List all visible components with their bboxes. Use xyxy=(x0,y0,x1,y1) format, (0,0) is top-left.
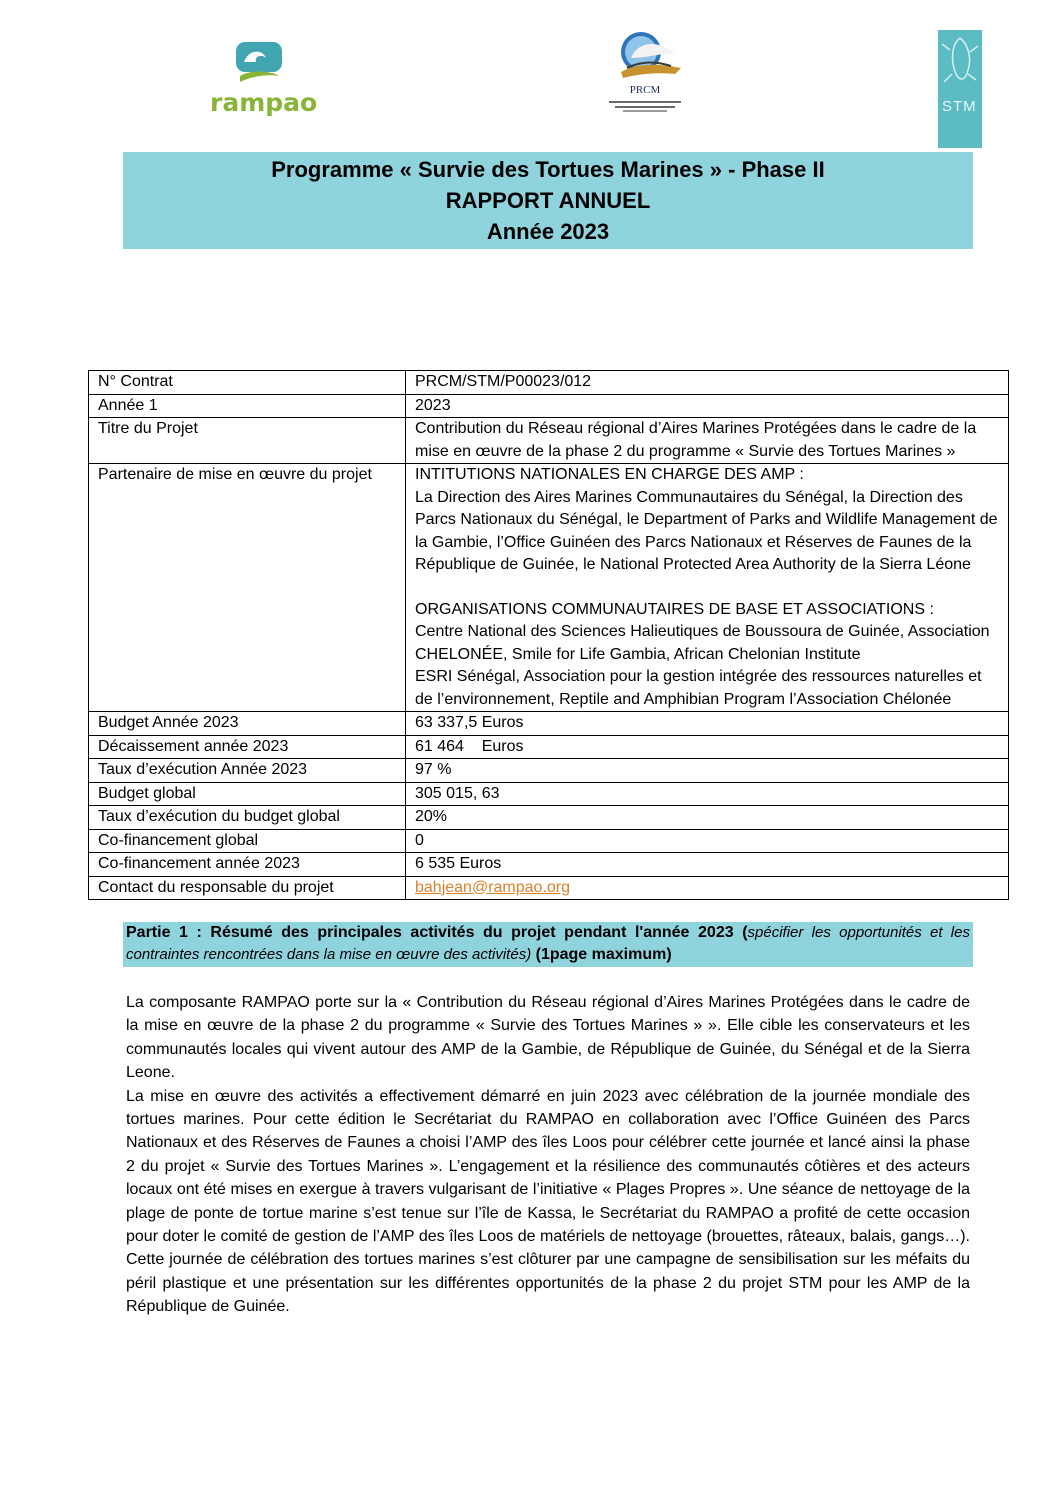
titre-value: Contribution du Réseau régional d’Aires Marines Protégées dans le cadre de la mise en œuvre de la phase 2 du programme « Survie des Tortues Marines » xyxy=(406,418,1009,464)
table-row xyxy=(89,853,1009,877)
partenaire-heading-institutions: INTITUTIONS NATIONALES EN CHARGE DES AMP : xyxy=(415,466,804,483)
paragraph-2: La mise en œuvre des activités a effectivement démarré en juin 2023 avec célébration de la journée mondiale des tortues marines. Pour cette édition le Secrétariat du RAMPAO en collaboration avec l’Office Guinéen des Parcs Nationaux et des Réserves de Faunes a choisi l’AMP des îles Loos pour célébrer cette journée et lancé ainsi la phase 2 du projet « Survie des Tortues Marines ». L’engagement et la résilience des communautés côtières et des acteurs locaux ont été mises en exergue à travers vulgarisant de l’initiative « Plages Propres ». Une séance de nettoyage de la plage de ponte de tortue marine s’est tenue sur l’île de Kassa, le Secrétariat du RAMPAO a profité de cette occasion pour doter le comité de gestion de l’AMP des îles Loos de matériels de nettoyage (brouettes, râteaux, balais, gangs…). Cette journée de célébration des tortues marines s’est clôturer par une campagne de sensibilisation sur les méfaits du péril plastique et une présentation sur les différentes opportunités de la phase 2 du projet STM pour les AMP de la République de Guinée. xyxy=(126,1087,970,1316)
cofin-annee-value: 6 535 Euros xyxy=(406,853,1009,877)
stm-logo-text: STM xyxy=(942,98,977,115)
budget-global-value: 305 015, 63 xyxy=(406,782,1009,806)
taux-global-value: 20% xyxy=(406,806,1009,830)
annee-value: 2023 xyxy=(406,394,1009,418)
partenaire-institutions-list: La Direction des Aires Marines Communautaires du Sénégal, la Direction des Parcs Nationaux du Sénégal, le Department of Parks and Wildlife Management de la Gambie, l’Office Guinéen des Parcs Nationaux et Réserves de Faunes de la République de Guinée, le National Protected Area Authority de la Sierra Léone xyxy=(415,488,998,573)
project-info-table xyxy=(88,370,1009,900)
partenaire-value xyxy=(406,464,1009,712)
partie1-max-note: (1page maximum) xyxy=(531,946,672,963)
contrat-label: N° Contrat xyxy=(89,371,406,395)
report-title-line1: Programme « Survie des Tortues Marines » - Phase II xyxy=(271,157,825,182)
partie1-open-paren: ( xyxy=(733,924,748,941)
table-row xyxy=(89,394,1009,418)
taux-value: 97 % xyxy=(406,759,1009,783)
spacer xyxy=(415,577,999,599)
table-row xyxy=(89,712,1009,736)
annee-label: Année 1 xyxy=(89,394,406,418)
contrat-value: PRCM/STM/P00023/012 xyxy=(406,371,1009,395)
prcm-logo xyxy=(605,28,685,114)
paragraph-1: La composante RAMPAO porte sur la « Contribution du Réseau régional d’Aires Marines Protégées dans le cadre de la mise en œuvre de la phase 2 du programme « Survie des Tortues Marines » ». Elle cible les conservateurs et les communautés locales qui vivent autour des AMP de la Gambie, de République de Guinée, du Sénégal et de la Sierra Leone. xyxy=(126,994,970,1082)
stm-logo xyxy=(938,30,982,148)
rampao-wave-icon xyxy=(210,40,310,90)
prcm-emblem-icon xyxy=(605,28,685,84)
partenaire-organisations-list-2: ESRI Sénégal, Association pour la gestion intégrée des ressources naturelles et de l’environnement, Reptile and Amphibian Program l’Association Chélonée xyxy=(415,668,982,708)
partie1-body xyxy=(126,991,970,1319)
taux-global-label: Taux d’exécution du budget global xyxy=(89,806,406,830)
contact-cell xyxy=(406,876,1009,900)
cofin-global-label: Co-financement global xyxy=(89,829,406,853)
decaissement-value: 61 464 Euros xyxy=(406,735,1009,759)
cofin-global-value: 0 xyxy=(406,829,1009,853)
budget-value: 63 337,5 Euros xyxy=(406,712,1009,736)
partie1-heading: Partie 1 : Résumé des principales activités du projet pendant l'année 2023 xyxy=(126,924,734,941)
report-title-line2: RAPPORT ANNUEL xyxy=(445,188,651,213)
partie1-heading-box xyxy=(123,922,973,967)
partenaire-organisations-list: Centre National des Sciences Halieutiques de Boussoura de Guinée, Association CHELONÉE, Smile for Life Gambia, African Chelonian Institute xyxy=(415,623,990,663)
partenaire-label: Partenaire de mise en œuvre du projet xyxy=(89,464,406,712)
prcm-subtitle-lines xyxy=(609,99,681,113)
contact-email-link[interactable]: bahjean@rampao.org xyxy=(415,878,571,896)
titre-label: Titre du Projet xyxy=(89,418,406,464)
partenaire-heading-organisations: ORGANISATIONS COMMUNAUTAIRES DE BASE ET ASSOCIATIONS : xyxy=(415,600,934,618)
table-row xyxy=(89,876,1009,900)
table-row xyxy=(89,806,1009,830)
table-row xyxy=(89,464,1009,712)
table-row xyxy=(89,735,1009,759)
contact-label: Contact du responsable du projet xyxy=(89,876,406,900)
rampao-logo-text: rampao xyxy=(210,88,318,117)
partie1-italic-note: spécifier les opportunités et les contraintes rencontrées dans la mise en œuvre des activités) xyxy=(126,924,970,963)
table-row xyxy=(89,782,1009,806)
rampao-logo xyxy=(210,40,318,122)
turtle-icon xyxy=(938,30,982,96)
prcm-logo-text: PRCM xyxy=(629,84,661,96)
decaissement-label: Décaissement année 2023 xyxy=(89,735,406,759)
report-title-box xyxy=(123,152,973,249)
table-row xyxy=(89,759,1009,783)
budget-label: Budget Année 2023 xyxy=(89,712,406,736)
budget-global-label: Budget global xyxy=(89,782,406,806)
taux-label: Taux d’exécution Année 2023 xyxy=(89,759,406,783)
cofin-annee-label: Co-financement année 2023 xyxy=(89,853,406,877)
table-row xyxy=(89,418,1009,464)
table-row xyxy=(89,829,1009,853)
report-title-line3: Année 2023 xyxy=(486,219,610,244)
table-row xyxy=(89,371,1009,395)
